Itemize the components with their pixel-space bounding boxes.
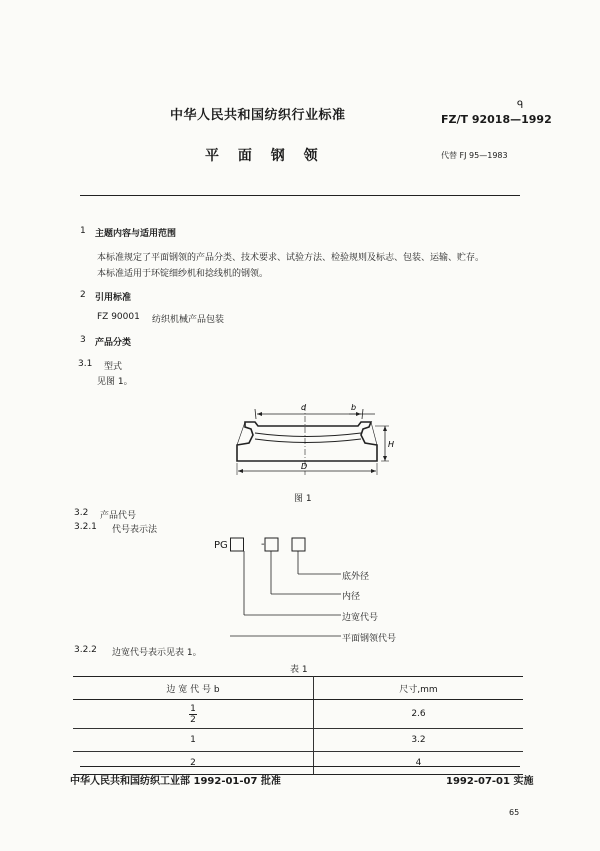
figure-1-drawing (225, 395, 395, 485)
section-1-number: 1 (80, 226, 86, 236)
code-label-ring-code: 平面钢领代号 (342, 634, 397, 644)
section-3-number: 3 (80, 335, 86, 345)
section-3-2-1-heading: 代号表示法 (112, 525, 158, 535)
table-cell-code: 1 (73, 729, 314, 752)
table-header-size: 尺寸,mm (314, 677, 524, 700)
table-cell-code (73, 700, 314, 729)
figure-label-d: d (301, 403, 307, 412)
implementation-date: 1992-07-01 实施 (446, 776, 534, 787)
fraction-numerator: 1 (190, 703, 196, 714)
section-1-line-2: 本标准适用于环锭细纱机和捻线机的钢领。 (97, 269, 269, 279)
table-1 (73, 676, 523, 775)
header-divider (80, 195, 520, 196)
code-label-edge-width: 边宽代号 (342, 613, 379, 623)
margin-mark: ᑫ (517, 100, 524, 111)
reference-title: 纺织机械产品包装 (152, 315, 225, 325)
section-3-2-heading: 产品代号 (100, 511, 137, 521)
figure-1-caption: 图 1 (294, 494, 312, 504)
code-label-inner-diameter: 内径 (342, 592, 361, 602)
table-cell-code: 2 (73, 752, 314, 775)
table-row (73, 700, 523, 729)
section-2-number: 2 (80, 290, 86, 300)
figure-label-b: b (351, 403, 357, 412)
code-dash: - (261, 539, 265, 550)
section-3-2-1-number: 3.2.1 (74, 522, 97, 532)
footer-divider (80, 766, 520, 767)
table-cell-size: 2.6 (314, 700, 524, 729)
section-3-2-2-number: 3.2.2 (74, 645, 97, 655)
table-header-code: 边 宽 代 号 b (73, 677, 314, 700)
fraction (189, 704, 197, 725)
table-cell-size: 4 (314, 752, 524, 775)
reference-code: FZ 90001 (97, 312, 140, 322)
figure-label-H: H (388, 440, 395, 449)
table-row (73, 729, 523, 752)
standard-organization: 中华人民共和国纺织行业标准 (170, 108, 346, 123)
table-cell-size: 3.2 (314, 729, 524, 752)
section-3-1-text: 见图 1。 (97, 377, 133, 387)
section-3-1-heading: 型式 (104, 362, 123, 372)
code-label-outer-diameter: 底外径 (342, 572, 370, 582)
section-1-heading: 主题内容与适用范围 (95, 229, 177, 239)
code-notation-diagram (230, 535, 350, 645)
figure-label-D: D (301, 462, 308, 471)
document-title: 平 面 钢 领 (205, 148, 320, 164)
section-3-2-number: 3.2 (74, 508, 89, 518)
page-number: 65 (509, 808, 520, 817)
section-3-heading: 产品分类 (95, 338, 132, 348)
table-1-title: 表 1 (290, 665, 308, 675)
section-3-2-2-text: 边宽代号表示见表 1。 (112, 648, 202, 658)
fraction-denominator: 2 (190, 714, 196, 725)
approval-note: 中华人民共和国纺织工业部 1992-01-07 批准 (70, 776, 281, 787)
section-1-line-1: 本标准规定了平面钢领的产品分类、技术要求、试验方法、检验规则及标志、包装、运输、贮存。 (97, 253, 485, 263)
section-3-1-number: 3.1 (78, 359, 93, 369)
replaces-note: 代替 FJ 95—1983 (441, 151, 508, 160)
code-prefix: PG (214, 540, 228, 551)
section-2-heading: 引用标准 (95, 293, 132, 303)
standard-code: FZ/T 92018—1992 (441, 113, 552, 126)
